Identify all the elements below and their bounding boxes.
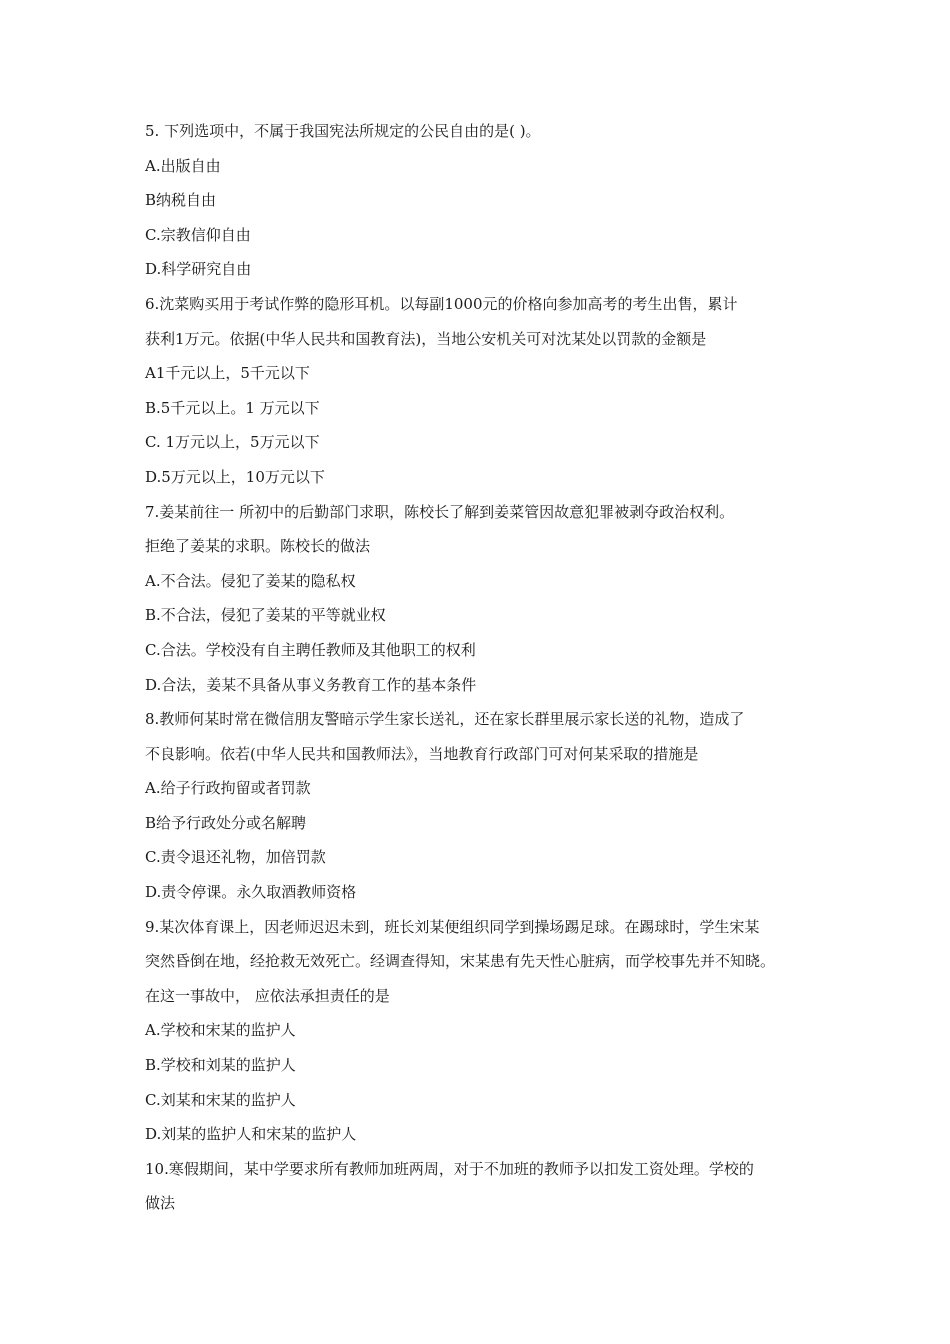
question-9-option-c: C.刘某和宋某的监护人	[145, 1090, 296, 1109]
question-8-stem-line-1: 8.教师何某时常在微信朋友警暗示学生家长送礼，还在家长群里展示家长送的礼物，造成了	[145, 710, 745, 729]
question-6-option-d: D.5万元以上，10万元以下	[145, 467, 325, 486]
question-10-stem-line-2: 做法	[145, 1194, 176, 1213]
question-9-option-b: B.学校和刘某的监护人	[145, 1056, 296, 1075]
question-9-option-a: A.学校和宋某的监护人	[145, 1021, 296, 1040]
question-6-option-a: A1千元以上，5千元以下	[145, 364, 310, 383]
question-9-option-d: D.刘某的监护人和宋某的监护人	[145, 1125, 357, 1144]
question-7-stem-line-1: 7.姜某前往一 所初中的后勤部门求职，陈校长了解到姜菜管因故意犯罪被剥夺政治权利。	[145, 502, 735, 521]
question-8-option-c: C.责令退还礼物，加倍罚款	[145, 848, 326, 867]
question-5-option-d: D.科学研究自由	[145, 260, 252, 279]
question-7-option-a: A.不合法。侵犯了姜某的隐私权	[145, 571, 356, 590]
question-6-option-c: C. 1万元以上，5万元以下	[145, 433, 320, 452]
question-9-stem-line-1: 9.某次体育课上，因老师迟迟未到，班长刘某便组织同学到操场踢足球。在踢球时，学生宋某	[145, 917, 760, 936]
question-9-stem-line-3: 在这一事故中， 应依法承担责任的是	[145, 986, 390, 1005]
question-5-option-a: A.出版自由	[145, 156, 221, 175]
question-7-option-d: D.合法，姜某不具备从事义务教育工作的基本条件	[145, 675, 477, 694]
question-9-stem-line-2: 突然昏倒在地，经抢救无效死亡。经调查得知，宋某患有先天性心脏病，而学校事先并不知晓。	[145, 952, 776, 971]
question-7-option-c: C.合法。学校没有自主聘任教师及其他职工的权利	[145, 640, 476, 659]
question-5-stem: 5. 下列选项中，不属于我国宪法所规定的公民自由的是( )。	[145, 122, 541, 140]
question-5-option-c: C.宗教信仰自由	[145, 225, 251, 244]
question-8-stem-line-2: 不良影响。依若(中华人民共和国教师法》，当地教育行政部门可对何某采取的措施是	[145, 744, 699, 763]
question-7-option-b: B.不合法，侵犯了姜某的平等就业权	[145, 606, 386, 625]
document-body	[145, 114, 825, 1221]
question-8-option-b: B给予行政处分或名解聘	[145, 813, 307, 832]
question-10-stem-line-1: 10.寒假期间，某中学要求所有教师加班两周，对于不加班的教师予以扣发工资处理。学校的	[145, 1159, 754, 1178]
question-8-option-a: A.给子行政拘留或者罚款	[145, 779, 311, 798]
question-8-option-d: D.责令停课。永久取酒教师资格	[145, 883, 357, 902]
question-6-stem-line-1: 6.沈菜购买用于考试作弊的隐形耳机。以每副1000元的价格向参加高考的考生出售，累计	[145, 294, 738, 313]
question-7-stem-line-2: 拒绝了姜某的求职。陈校长的做法	[145, 537, 371, 556]
question-6-option-b: B.5千元以上。1 万元以下	[145, 398, 320, 417]
question-5-option-b: B纳税自由	[145, 191, 217, 210]
question-6-stem-line-2: 获利1万元。依据(中华人民共和国教育法)，当地公安机关可对沈某处以罚款的金额是	[145, 329, 707, 348]
